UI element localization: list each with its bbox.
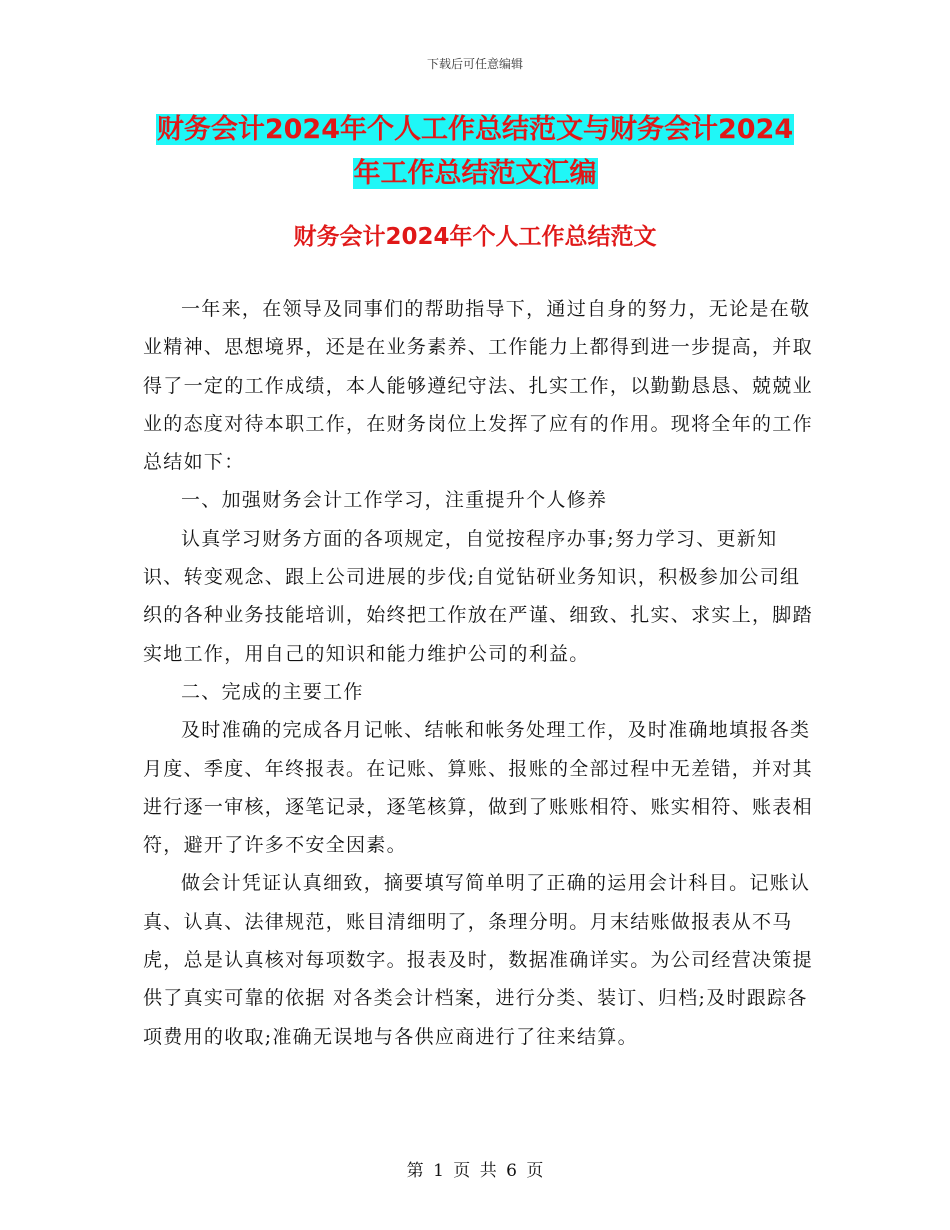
header-note: 下载后可任意编辑	[426, 57, 523, 71]
main-title-line-2-text: 年工作总结范文汇编	[353, 158, 597, 189]
page-footer: 第 1 页 共 6 页	[406, 1161, 544, 1181]
main-title-line-1-text: 财务会计2024年个人工作总结范文与财务会计2024	[156, 114, 794, 145]
section-title: 财务会计2024年个人工作总结范文	[293, 224, 657, 250]
paragraph-vouchers: 做会计凭证认真细致，摘要填写简单明了正确的运用会计科目。记账认真、认真、法律规范，账目清细明了，条理分明。月末结账做报表从不马虎，总是认真核对每项数字。报表及时，数据准确详实。为公司经营决策提供了真实可靠的依据 对各类会计档案，进行分类、装订、归档;及时跟踪各项费用的收取;准确无误地与各供应商进行了往来结算。	[143, 872, 813, 1048]
document-body	[143, 290, 813, 1056]
heading-study: 一、加强财务会计工作学习，注重提升个人修养	[181, 489, 608, 512]
heading-main-work: 二、完成的主要工作	[181, 680, 364, 703]
paragraph-accounting: 及时准确的完成各月记帐、结帐和帐务处理工作，及时准确地填报各类月度、季度、年终报表。在记账、算账、报账的全部过程中无差错，并对其进行逐一审核，逐笔记录，逐笔核算，做到了账账相符、账实相符、账表相符，避开了许多不安全因素。	[143, 719, 813, 857]
main-title-line-2	[140, 148, 810, 200]
paragraph-intro: 一年来，在领导及同事们的帮助指导下，通过自身的努力，无论是在敬业精神、思想境界，还是在业务素养、工作能力上都得到进一步提高，并取得了一定的工作成绩，本人能够遵纪守法、扎实工作，以勤勤恳恳、兢兢业业的态度对待本职工作，在财务岗位上发挥了应有的作用。现将全年的工作总结如下：	[143, 298, 813, 474]
paragraph-study: 认真学习财务方面的各项规定，自觉按程序办事;努力学习、更新知识、转变观念、跟上公司进展的步伐;自觉钻研业务知识，积极参加公司组织的各种业务技能培训，始终把工作放在严谨、细致、扎实、求实上，脚踏实地工作，用自己的知识和能力维护公司的利益。	[143, 527, 813, 665]
